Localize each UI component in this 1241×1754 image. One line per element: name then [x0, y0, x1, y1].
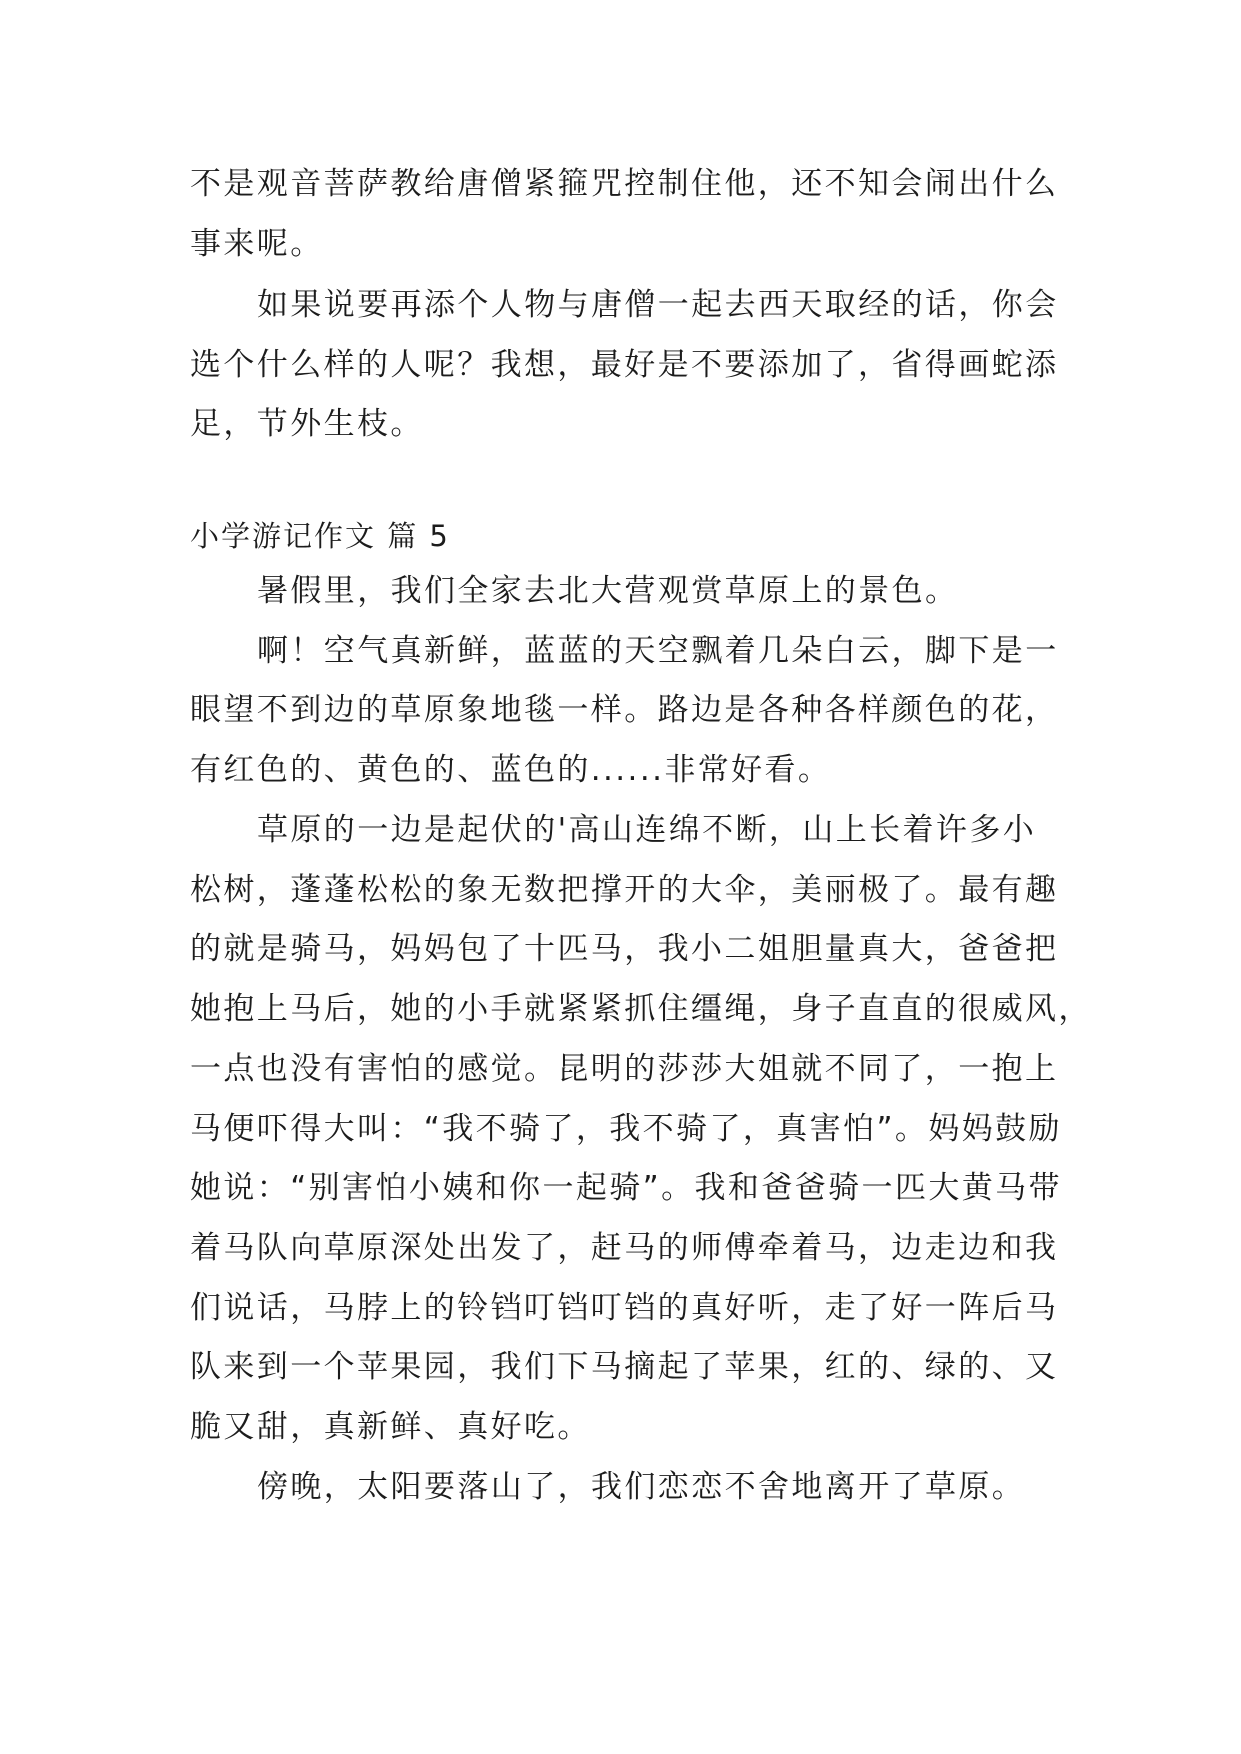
text-line: 她说：“别害怕小姨和你一起骑”。我和爸爸骑一匹大黄马带: [190, 1170, 1062, 1206]
text-line: 的就是骑马，妈妈包了十匹马，我小二姐胆量真大，爸爸把: [190, 931, 1059, 967]
text-line: 事来呢。: [190, 226, 324, 262]
text-line: 暑假里，我们全家去北大营观赏草原上的景色。: [257, 573, 959, 609]
text-line: 松树，蓬蓬松松的象无数把撑开的大伞，美丽极了。最有趣: [190, 872, 1059, 908]
text-line: 马便吓得大叫：“我不骑了，我不骑了，真害怕”。妈妈鼓励: [190, 1111, 1062, 1147]
text-line: 一点也没有害怕的感觉。昆明的莎莎大姐就不同了，一抱上: [190, 1051, 1059, 1087]
section-title: 小学游记作文 篇 5: [190, 519, 450, 553]
text-line: 队来到一个苹果园，我们下马摘起了苹果，红的、绿的、又: [190, 1349, 1059, 1385]
text-line: 草原的一边是起伏的'高山连绵不断，山上长着许多小: [257, 812, 1037, 848]
text-line: 足，节外生枝。: [190, 406, 424, 442]
text-line: 她抱上马后，她的小手就紧紧抓住缰绳，身子直直的很威风，: [190, 991, 1092, 1027]
text-line: 如果说要再添个人物与唐僧一起去西天取经的话，你会: [257, 287, 1059, 323]
text-line: 不是观音菩萨教给唐僧紧箍咒控制住他，还不知会闹出什么: [190, 166, 1059, 202]
text-line: 脆又甜，真新鲜、真好吃。: [190, 1409, 591, 1445]
text-line: 们说话，马脖上的铃铛叮铛叮铛的真好听，走了好一阵后马: [190, 1290, 1059, 1326]
text-line: 傍晚，太阳要落山了，我们恋恋不舍地离开了草原。: [257, 1469, 1026, 1505]
text-line: 眼望不到边的草原象地毯一样。路边是各种各样颜色的花，: [190, 692, 1059, 728]
text-line: 啊！空气真新鲜，蓝蓝的天空飘着几朵白云，脚下是一: [257, 633, 1059, 669]
text-line: 有红色的、黄色的、蓝色的......非常好看。: [190, 752, 832, 788]
text-line: 着马队向草原深处出发了，赶马的师傅牵着马，边走边和我: [190, 1230, 1059, 1266]
text-line: 选个什么样的人呢？我想，最好是不要添加了，省得画蛇添: [190, 347, 1059, 383]
